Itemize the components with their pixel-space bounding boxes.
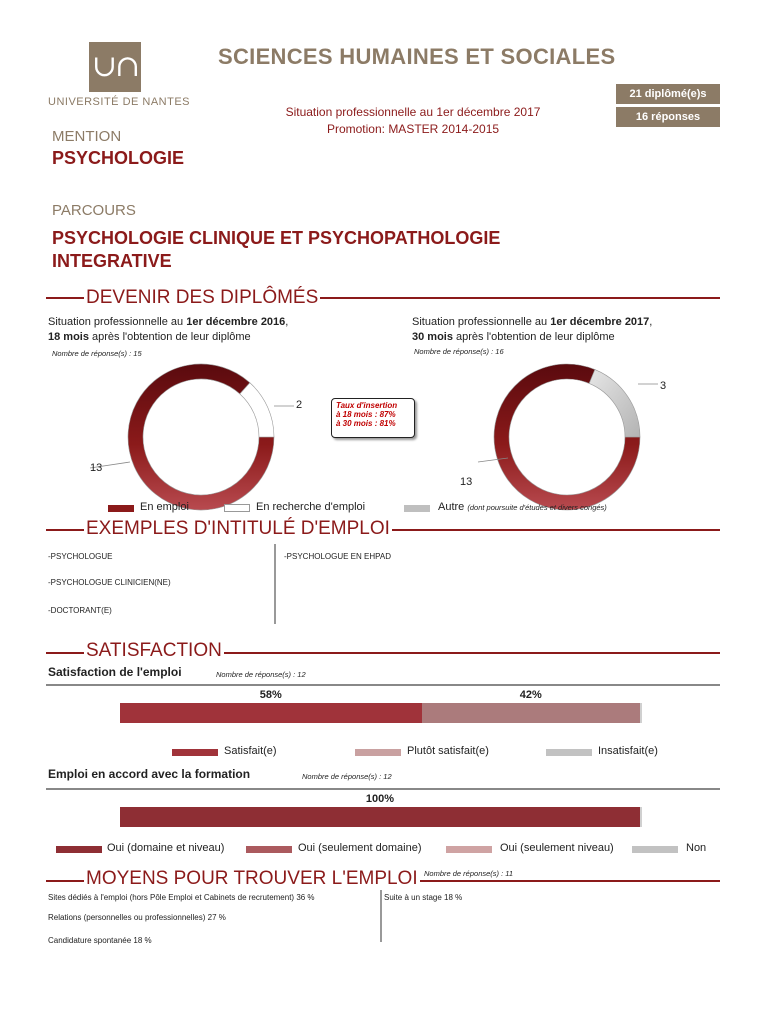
insertion-box — [331, 398, 415, 438]
moyen-item: Relations (personnelles ou professionnelles) 27 % — [48, 913, 226, 922]
section-title-satisfaction: SATISFACTION — [86, 640, 222, 661]
legend-swatch-autre — [404, 505, 430, 512]
moyen-item: Suite à un stage 18 % — [384, 893, 463, 902]
legend-swatch-oui-dn — [56, 846, 102, 853]
section-title-emplois: EXEMPLES D'INTITULÉ D'EMPLOI — [86, 518, 390, 539]
donut-slice-autre — [589, 370, 640, 437]
accord-bar-labels — [120, 793, 640, 805]
insertion-30: à 30 mois : 81% — [336, 419, 396, 428]
situation-date: Situation professionnelle au 1er décembre 2017 — [285, 105, 541, 119]
logo-text: UNIVERSITÉ DE NANTES — [48, 96, 191, 108]
donut0-label-emploi: 13 — [90, 462, 103, 474]
donut1-label-autre: 3 — [660, 380, 667, 392]
legend-non: Non — [686, 842, 707, 854]
satisfaction-emploi-responses: Nombre de réponse(s) : 12 — [216, 670, 306, 679]
left-situation-line1: Situation professionnelle au 1er décembre 2016, — [48, 316, 289, 328]
bar-value-label: 100% — [365, 793, 395, 805]
moyen-item: Sites dédiés à l'emploi (hors Pôle Emploi et Cabinets de recrutement) 36 % — [48, 893, 315, 902]
legend-plutot: Plutôt satisfait(e) — [407, 745, 489, 757]
mention-label: MENTION — [52, 128, 122, 145]
job-item: -DOCTORANT(E) — [48, 606, 112, 615]
bar-value-label: 42% — [519, 689, 542, 701]
parcours-line1: PSYCHOLOGIE CLINIQUE ET PSYCHOPATHOLOGIE — [52, 228, 501, 248]
legend-swatch-recherche — [224, 504, 250, 512]
emplois-divider — [274, 544, 276, 624]
donut-slice-recherche — [240, 383, 274, 437]
section-title-moyens: MOYENS POUR TROUVER L'EMPLOI — [86, 868, 418, 889]
legend-autre: Autre (dont poursuite d'études et divers congés) — [438, 501, 607, 513]
legend-oui-d: Oui (seulement domaine) — [298, 842, 422, 854]
donut1-label-emploi: 13 — [460, 476, 473, 488]
job-item: -PSYCHOLOGUE EN EHPAD — [284, 552, 391, 561]
moyens-responses: Nombre de réponse(s) : 11 — [424, 869, 514, 878]
legend-swatch-satisfait — [172, 749, 218, 756]
legend-swatch-non — [632, 846, 678, 853]
accord-bar — [120, 807, 640, 827]
legend-swatch-insatisfait — [546, 749, 592, 756]
badge-diplomes: 21 diplômé(e)s — [616, 84, 720, 104]
legend-swatch-oui-d — [246, 846, 292, 853]
accord-responses: Nombre de réponse(s) : 12 — [302, 772, 392, 781]
accord-title: Emploi en accord avec la formation — [48, 767, 251, 781]
bar-segment — [422, 703, 640, 723]
satisfaction-emploi-title: Satisfaction de l'emploi — [48, 665, 182, 679]
bar-segment — [120, 703, 422, 723]
right-situation-line1: Situation professionnelle au 1er décembre 2017, — [412, 316, 653, 328]
right-situation-line2: 30 mois après l'obtention de leur diplôme — [412, 331, 615, 343]
promotion: Promotion: MASTER 2014-2015 — [326, 122, 500, 136]
accord-rule — [46, 788, 720, 790]
legend-satisfait: Satisfait(e) — [224, 745, 277, 757]
logo-mark-icon: ∪∩ — [91, 49, 139, 84]
insertion-title: Taux d'insertion — [336, 401, 398, 410]
moyen-item: Candidature spontanée 18 % — [48, 936, 152, 945]
bar-segment — [120, 807, 640, 827]
donut0-label-recherche: 2 — [296, 399, 303, 411]
parcours-label: PARCOURS — [52, 202, 136, 219]
bar-end — [640, 703, 642, 723]
right-responses: Nombre de réponse(s) : 16 — [414, 347, 504, 356]
left-situation-line2: 18 mois après l'obtention de leur diplôme — [48, 331, 251, 343]
job-item: -PSYCHOLOGUE CLINICIEN(NE) — [48, 578, 171, 587]
legend-emploi: En emploi — [140, 501, 189, 513]
legend-oui-n: Oui (seulement niveau) — [500, 842, 614, 854]
satisfaction-rule — [46, 684, 720, 686]
legend-swatch-oui-n — [446, 846, 492, 853]
left-responses: Nombre de réponse(s) : 15 — [52, 349, 142, 358]
bar-end — [640, 807, 642, 827]
insertion-18: à 18 mois : 87% — [336, 410, 396, 419]
legend-swatch-plutot — [355, 749, 401, 756]
parcours-line2: INTEGRATIVE — [52, 251, 172, 271]
page-title: SCIENCES HUMAINES ET SOCIALES — [218, 44, 616, 69]
badge-reponses: 16 réponses — [616, 107, 720, 127]
moyens-divider — [380, 890, 382, 942]
legend-insatisfait: Insatisfait(e) — [598, 745, 658, 757]
bar-value-label: 58% — [259, 689, 282, 701]
section-title-devenir: DEVENIR DES DIPLÔMÉS — [86, 287, 319, 308]
satisfaction-bar — [120, 703, 640, 723]
legend-swatch-emploi — [108, 505, 134, 512]
legend-oui-dn: Oui (domaine et niveau) — [107, 842, 225, 854]
job-item: -PSYCHOLOGUE — [48, 552, 113, 561]
satisfaction-bar-labels — [120, 689, 640, 701]
mention-value: PSYCHOLOGIE — [52, 148, 185, 168]
legend-recherche: En recherche d'emploi — [256, 501, 366, 513]
